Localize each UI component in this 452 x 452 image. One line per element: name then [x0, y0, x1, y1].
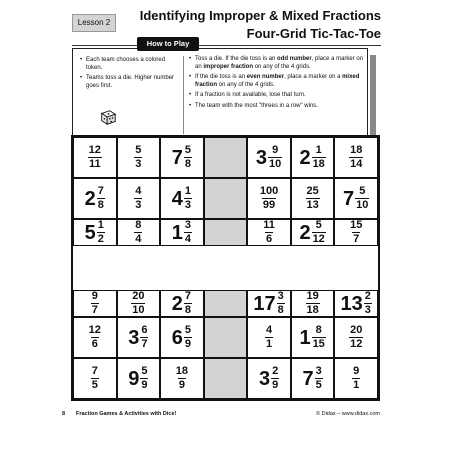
- rule-item: [189, 103, 365, 111]
- setup-list: [80, 57, 176, 93]
- rule-text-pre: Toss a die. If the die toss is an: [195, 56, 278, 62]
- fraction: [184, 186, 192, 211]
- improper-fraction-cell[interactable]: [117, 219, 161, 246]
- improper-fraction-cell[interactable]: [334, 137, 378, 178]
- numerator: 3: [315, 365, 322, 377]
- rule-text-bold: odd number: [277, 56, 312, 62]
- denominator: 18: [306, 304, 319, 316]
- how-to-play-divider: [183, 56, 184, 134]
- numerator: 3: [184, 219, 192, 231]
- page-title: Identifying Improper & Mixed Fractions: [139, 8, 381, 23]
- denominator: 6: [91, 338, 98, 350]
- whole-number: 2: [299, 221, 311, 244]
- mixed-fraction-cell[interactable]: [291, 317, 335, 358]
- whole-number: 7: [171, 146, 183, 169]
- rule-text-mid: , place a marker on an: [195, 56, 364, 70]
- improper-fraction-cell[interactable]: [117, 178, 161, 219]
- whole-number: 4: [171, 187, 183, 210]
- denominator: 14: [350, 158, 363, 170]
- fraction: [271, 366, 279, 391]
- improper-fraction-cell[interactable]: [334, 219, 378, 246]
- whole-number: 7: [302, 367, 314, 390]
- fraction: [88, 145, 102, 170]
- fraction: [262, 220, 276, 245]
- whole-number: 13: [340, 292, 363, 315]
- rule-text-pre: If a fraction is not available, lose that turn.: [195, 92, 306, 98]
- die-icon: [99, 108, 117, 126]
- whole-number: 2: [299, 146, 311, 169]
- footer-book-title: Fraction Games & Activities with Dice!: [76, 411, 177, 417]
- fraction: [355, 186, 369, 211]
- whole-number: 2: [171, 292, 183, 315]
- mixed-fraction-cell[interactable]: [247, 290, 291, 317]
- fraction: [259, 186, 279, 211]
- numerator: 1: [184, 185, 192, 197]
- mixed-fraction-cell[interactable]: [291, 219, 335, 246]
- mixed-fraction-cell[interactable]: [160, 317, 204, 358]
- improper-fraction-cell[interactable]: [73, 290, 117, 317]
- whole-number: 7: [343, 187, 355, 210]
- numerator: 4: [266, 324, 273, 336]
- mixed-fraction-cell[interactable]: [117, 317, 161, 358]
- numerator: 2: [364, 290, 371, 302]
- footer-copyright: © Didax – www.didax.com: [316, 411, 380, 417]
- improper-fraction-cell[interactable]: [334, 317, 378, 358]
- fraction: [175, 366, 189, 391]
- whole-number: 3: [128, 326, 140, 349]
- mixed-fraction-cell[interactable]: [73, 178, 117, 219]
- denominator: 4: [184, 233, 192, 245]
- denominator: 3: [135, 158, 142, 170]
- whole-number: 1: [299, 326, 311, 349]
- divider-cell: [204, 317, 248, 358]
- numerator: 9: [353, 365, 360, 377]
- denominator: 6: [265, 233, 273, 245]
- fraction: [312, 220, 326, 245]
- denominator: 1: [353, 379, 360, 391]
- numerator: 6: [141, 324, 148, 336]
- rule-text-bold2: improper fraction: [203, 63, 254, 70]
- mixed-fraction-cell[interactable]: [247, 137, 291, 178]
- denominator: 10: [356, 199, 369, 211]
- numerator: 2: [272, 365, 279, 377]
- box-shadow-right: [370, 55, 376, 143]
- denominator: 8: [184, 304, 192, 316]
- numerator: 1: [315, 144, 322, 156]
- numerator: 5: [135, 144, 142, 156]
- fraction: [268, 145, 282, 170]
- numerator: 25: [306, 185, 319, 197]
- numerator: 9: [91, 290, 98, 302]
- denominator: 7: [353, 233, 360, 245]
- numerator: 7: [91, 365, 98, 377]
- numerator: 18: [175, 365, 189, 377]
- numerator: 5: [184, 324, 192, 336]
- numerator: 8: [315, 324, 322, 336]
- denominator: 13: [306, 199, 319, 211]
- numerator: 20: [350, 324, 363, 336]
- numerator: 18: [350, 144, 363, 156]
- rule-text-bold2: mixed fraction: [195, 74, 360, 88]
- numerator: 3: [277, 290, 284, 302]
- improper-fraction-cell[interactable]: [160, 358, 204, 399]
- mixed-fraction-cell[interactable]: [291, 358, 335, 399]
- fraction: [312, 325, 326, 350]
- fraction: [306, 291, 320, 316]
- numerator: 5: [141, 365, 148, 377]
- fraction: [184, 220, 192, 245]
- mixed-fraction-cell[interactable]: [291, 137, 335, 178]
- fraction: [312, 145, 326, 170]
- fraction: [349, 220, 363, 245]
- lesson-label: Lesson 2: [72, 14, 116, 32]
- fraction: [349, 325, 363, 350]
- numerator: 9: [272, 144, 279, 156]
- denominator: 7: [91, 304, 98, 316]
- divider-cell: [204, 178, 248, 219]
- denominator: 18: [312, 158, 325, 170]
- denominator: 7: [141, 338, 148, 350]
- divider-cell: [204, 290, 248, 317]
- fraction: [88, 325, 102, 350]
- denominator: 9: [141, 379, 148, 391]
- fraction: [140, 366, 148, 391]
- numerator: 11: [263, 219, 275, 231]
- fraction: [97, 220, 105, 245]
- rules-list: [189, 56, 365, 113]
- denominator: 1: [266, 338, 273, 350]
- fraction: [306, 186, 320, 211]
- numerator: 12: [88, 144, 101, 156]
- improper-fraction-cell[interactable]: [73, 317, 117, 358]
- mixed-fraction-cell[interactable]: [160, 178, 204, 219]
- rule-text-bold: even number: [246, 74, 285, 80]
- rule-item: [189, 56, 365, 71]
- denominator: 12: [312, 233, 325, 245]
- numerator: 7: [184, 290, 192, 302]
- denominator: 9: [184, 338, 192, 350]
- game-grid: [71, 135, 380, 401]
- fraction: [265, 325, 273, 350]
- mixed-fraction-cell[interactable]: [117, 358, 161, 399]
- numerator: 7: [97, 185, 104, 197]
- numerator: 4: [135, 185, 142, 197]
- fraction: [352, 366, 360, 391]
- fraction: [364, 291, 372, 316]
- whole-number: 17: [253, 292, 276, 315]
- divider-cell: [204, 219, 248, 246]
- denominator: 9: [178, 379, 185, 391]
- fraction: [184, 325, 192, 350]
- whole-number: 3: [255, 146, 267, 169]
- divider-cell: [204, 358, 248, 399]
- denominator: 5: [315, 379, 322, 391]
- denominator: 10: [269, 158, 282, 170]
- denominator: 3: [135, 199, 142, 211]
- improper-fraction-cell[interactable]: [117, 290, 161, 317]
- numerator: 1: [97, 219, 104, 231]
- rule-text-post: on any of the 4 grids.: [253, 63, 311, 70]
- fraction: [91, 291, 99, 316]
- setup-item: • Teams toss a die. Higher number goes first.: [80, 75, 176, 90]
- whole-number: 5: [84, 221, 96, 244]
- mixed-fraction-cell[interactable]: [160, 137, 204, 178]
- improper-fraction-cell[interactable]: [247, 178, 291, 219]
- denominator: 5: [91, 379, 98, 391]
- improper-fraction-cell[interactable]: [291, 290, 335, 317]
- denominator: 11: [88, 158, 101, 170]
- denominator: 99: [262, 199, 276, 211]
- how-to-play-tab: How to Play: [137, 37, 199, 51]
- rule-text-pre: The team with the most "threes in a row" wins.: [195, 102, 318, 109]
- fraction: [277, 291, 285, 316]
- improper-fraction-cell[interactable]: [247, 219, 291, 246]
- mixed-fraction-cell[interactable]: [247, 358, 291, 399]
- numerator: 100: [259, 185, 279, 197]
- title-rule: [72, 45, 381, 46]
- denominator: 9: [272, 379, 279, 391]
- fraction: [91, 366, 99, 391]
- numerator: 15: [350, 219, 363, 231]
- fraction: [131, 291, 145, 316]
- fraction: [134, 186, 142, 211]
- denominator: 8: [277, 304, 284, 316]
- improper-fraction-cell[interactable]: [73, 137, 117, 178]
- divider-cell: [204, 137, 248, 178]
- numerator: 8: [135, 219, 142, 231]
- rule-text-pre: If the die toss is an: [195, 74, 247, 80]
- mixed-fraction-cell[interactable]: [334, 178, 378, 219]
- denominator: 3: [364, 304, 371, 316]
- denominator: 3: [184, 199, 192, 211]
- fraction: [134, 145, 142, 170]
- page-number: 8: [62, 411, 66, 417]
- setup-item: • Each team chooses a colored token.: [80, 57, 176, 72]
- denominator: 8: [97, 199, 104, 211]
- mixed-fraction-cell[interactable]: [160, 219, 204, 246]
- numerator: 12: [88, 324, 101, 336]
- numerator: 5: [184, 144, 192, 156]
- rule-item: [189, 92, 365, 100]
- rule-text-mid: , place a marker on a: [284, 74, 343, 80]
- page-subtitle: Four-Grid Tic-Tac-Toe: [246, 26, 381, 41]
- whole-number: 1: [171, 221, 183, 244]
- rule-text-post: on any of the 4 grids.: [217, 81, 275, 88]
- denominator: 8: [184, 158, 192, 170]
- denominator: 12: [350, 338, 363, 350]
- denominator: 2: [97, 233, 104, 245]
- numerator: 20: [132, 290, 145, 302]
- numerator: 5: [359, 185, 366, 197]
- improper-fraction-cell[interactable]: [334, 358, 378, 399]
- fraction: [184, 145, 192, 170]
- whole-number: 2: [84, 187, 96, 210]
- fraction: [315, 366, 323, 391]
- numerator: 19: [306, 290, 319, 302]
- whole-number: 9: [128, 367, 140, 390]
- whole-number: 3: [258, 367, 271, 390]
- fraction: [97, 186, 105, 211]
- fraction: [134, 220, 142, 245]
- improper-fraction-cell[interactable]: [291, 178, 335, 219]
- denominator: 10: [132, 304, 145, 316]
- mixed-fraction-cell[interactable]: [73, 219, 117, 246]
- improper-fraction-cell[interactable]: [73, 358, 117, 399]
- whole-number: 6: [171, 326, 183, 349]
- fraction: [349, 145, 363, 170]
- improper-fraction-cell[interactable]: [247, 317, 291, 358]
- numerator: 5: [315, 219, 322, 231]
- fraction: [140, 325, 148, 350]
- mixed-fraction-cell[interactable]: [334, 290, 378, 317]
- denominator: 15: [312, 338, 325, 350]
- denominator: 4: [135, 233, 142, 245]
- rule-item: [189, 74, 365, 89]
- fraction: [184, 291, 192, 316]
- improper-fraction-cell[interactable]: [117, 137, 161, 178]
- mixed-fraction-cell[interactable]: [160, 290, 204, 317]
